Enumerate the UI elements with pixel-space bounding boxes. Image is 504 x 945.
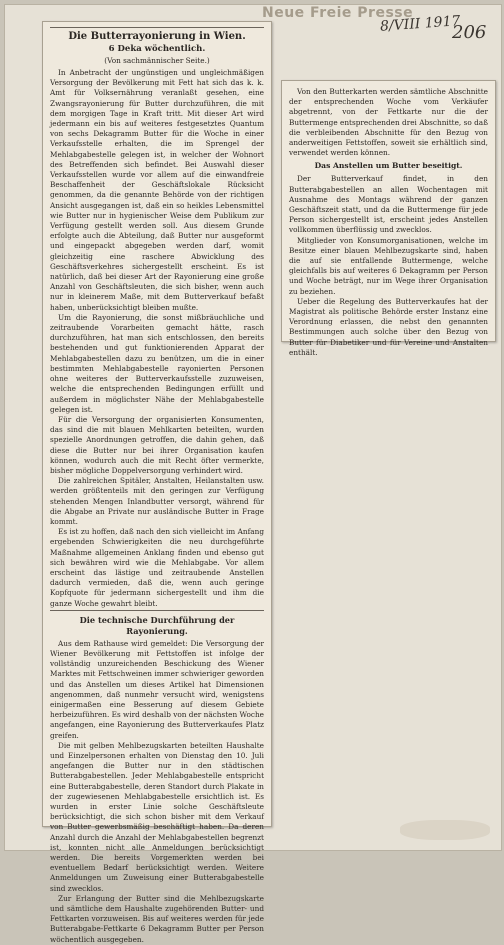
paragraph: Aus dem Rathause wird gemeldet: Die Versorgung der Wiener Bevölkerung mit Fettstoffen ist infolge der vollständig unzureichenden Beschickung des Wiener Marktes mit Fettschweinen immer schwieriger geworden und das Anstellen um dieses Artikel hat Dimensionen angenommen, daß nunmehr versucht wird, wenigstens einigermaßen eine Besserung auf diesem Gebiete herbeizuführen. Es wird deshalb von der nächsten Woche angefangen, eine Rayonierung des Butterverkaufes Platz greifen. xyxy=(50,638,264,740)
section-heading: Die technische Durchführung der Rayonierung. xyxy=(79,614,235,636)
right-clipping xyxy=(281,80,496,357)
article-byline: (Von sachmännischer Seite.) xyxy=(104,56,210,65)
paragraph: Um die Rayonierung, die sonst mißbräuchliche und zeitraubende Vorarbeiten gemacht hätte, rasch durchzuführen, hat man sich entschlossen, den bereits bestehenden und gut funktionierenden Apparat der Mehlabgabestellen dazu zu benützen, um die in einer bestimmten Mehlabgabestelle rayonierten Personen ohne weiteres der Butterverkaufsstelle zuzuweisen, welche die entsprechenden Bedingungen erfüllt und außerdem in möglichster Nähe der Mehlabgabestelle gelegen ist. xyxy=(50,312,264,414)
paragraph: Zur Erlangung der Butter sind die Mehlbezugskarte und sämtliche dem Haushalte zugehörenden Butter- und Fettkarten vorzuweisen. Bis auf weiteres werden für jede Butterabgabe-Fettkarte 6 Dekagramm Butter per Person wöchentlich ausgegeben. xyxy=(50,893,264,944)
section-subheading: Das Anstellen um Butter beseitigt. xyxy=(314,161,463,171)
paragraph: Es ist zu hoffen, daß nach den sich vielleicht im Anfang ergebenden Schwierigkeiten die neu durchgeführte Maßnahme allgemeinen Anklang finden und ebenso gut sich bewähren wird wie die Mehlabgabe. Vor allem erscheint das lästige und zeitraubende Anstellen dadurch vermieden, daß die, wenn auch geringe Kopfquote für jedermann sichergestellt und ihm die ganze Woche gewahrt bleibt. xyxy=(50,527,264,608)
paragraph: Der Butterverkauf findet, in den Butterabgabestellen an allen Wochentagen mit Ausnahme des Montags während der ganzen Geschäftszeit statt, und da die Buttermenge für jede Person sichergestellt ist, erscheint jedes Anstellen vollkommen überflüssig und zwecklos. xyxy=(289,174,488,235)
paragraph: Ueber die Regelung des Butterverkaufes hat der Magistrat als politische Behörde erster Instanz eine Verordnung erlassen, die nebst den genannten Bestimmungen auch solche über den Bezug von Butter für Diabetiker und für Vereine und Anstalten enthält. xyxy=(289,296,488,357)
newspaper-masthead: Neue Freie Presse xyxy=(262,5,414,21)
paragraph: In Anbetracht der ungünstigen und ungleichmäßigen Versorgung der Bevölkerung mit Fett hat sich das k. k. Amt für Volksernährung veranlaßt gesehen, eine Zwangsrayonierung für Butter durchzuführen, die mit dem morgigen Tage in Kraft tritt. Mit dieser Art wird jedermann ein bis auf weiteres festgesetztes Quantum von sechs Dekagramm Butter für die Woche in einer Verkaufsstelle erhalten, die im Sprengel der Mehlabgabestelle gelegen ist, in welcher der Wohnort des Betreffenden sich befindet. Bei Auswahl dieser Verkaufsstellen wurde vor allem auf die einwandfreie Beschaffenheit der Geschäftslokale Rücksicht genommen, da die genannte Behörde von der richtigen Ansicht ausgegangen ist, daß ein so heikles Lebensmittel wie Butter nur in hygienischer Weise dem Publikum zur Verfügung gestellt werden soll. Aus diesem Grunde erfolgte auch die Abteilung, daß Butter nur ausgeformt und eingepackt abgegeben werden darf, womit gleichzeitig eine raschere Abwicklung des Geschäftsverkehres sichergestellt erscheint. Es ist natürlich, daß bei dieser Art der Rayonierung eine große Anzahl von Geschäftsleuten, die sich bisher, wenn auch nur in kleinerem Maße, mit dem Butterverkauf befaßt haben, unberücksichtigt bleiben mußte. xyxy=(50,68,264,312)
paper-stain xyxy=(400,820,490,840)
paragraph: Für die Versorgung der organisierten Konsumenten, das sind die mit blauen Mehlkarten beteilten, wurden spezielle Anordnungen getroffen, die dahin gehen, daß diese die Butter nur bei ihrer Organisation kaufen können, wodurch auch die mit Recht öfter vermerkte, bisher mögliche Doppelversorgung verhindert wird. xyxy=(50,414,264,475)
handwritten-number: 206 xyxy=(452,22,487,43)
paragraph: Die zahlreichen Spitäler, Anstalten, Heilanstalten usw. werden größtenteils mit den geringen zur Verfügung stehenden Mengen Inlandbutter versorgt, während für die Abgabe an Private nur ausländische Butter in Frage kommt. xyxy=(50,476,264,526)
top-rule xyxy=(50,27,264,28)
paragraph: Von den Butterkarten werden sämtliche Abschnitte der entsprechenden Woche vom Verkäufer abgetrennt, von der Fettkarte nur die der Buttermenge entsprechenden drei Abschnitte, so daß die verbleibenden Abschnitte für den Bezug von anderweitigen Fettstoffen, soweit sie erhältlich sind, verwendet werden können. xyxy=(289,87,488,158)
left-clipping xyxy=(42,21,272,944)
section-rule xyxy=(50,610,264,611)
paragraph: Die mit gelben Mehlbezugskarten beteilten Haushalte und Einzelpersonen erhalten von Dienstag den 10. Juli angefangen die Butter nur in den städtischen Butterabgabestellen. Jeder Mehlabgabestelle entspricht eine Butterabgabestelle, deren Standort durch Plakate in der zugewiesenen Mehlabgabestelle ersichtlich ist. Es wurden in erster Linie solche Geschäftsleute berücksichtigt, die sich schon bisher mit dem Verkauf von Butter gewerbsmäßig beschäftigt haben. Da deren Anzahl durch die Anzahl der Mehlabgabestellen begrenzt ist, konnten nicht alle Anmeldungen berücksichtigt werden. Die bereits Vorgemerkten werden bei eventuellem Bedarf berücksichtigt werden. Weitere Anmeldungen um Zuweisung einer Butterabgabestelle sind zwecklos. xyxy=(50,740,264,893)
paragraph: Mitglieder von Konsumorganisationen, welche im Besitze einer blauen Mehlbezugskarte sind, haben die auf sie entfallende Buttermenge, welche gleichfalls bis auf weiteres 6 Dekagramm per Person und Woche beträgt, nur im Wege ihrer Organisation zu beziehen. xyxy=(289,235,488,296)
article-subtitle: 6 Deka wöchentlich. xyxy=(108,44,206,54)
article-title: Die Butterrayonierung in Wien. xyxy=(68,31,246,42)
handwritten-date: 8/VIII 1917 xyxy=(379,13,461,35)
